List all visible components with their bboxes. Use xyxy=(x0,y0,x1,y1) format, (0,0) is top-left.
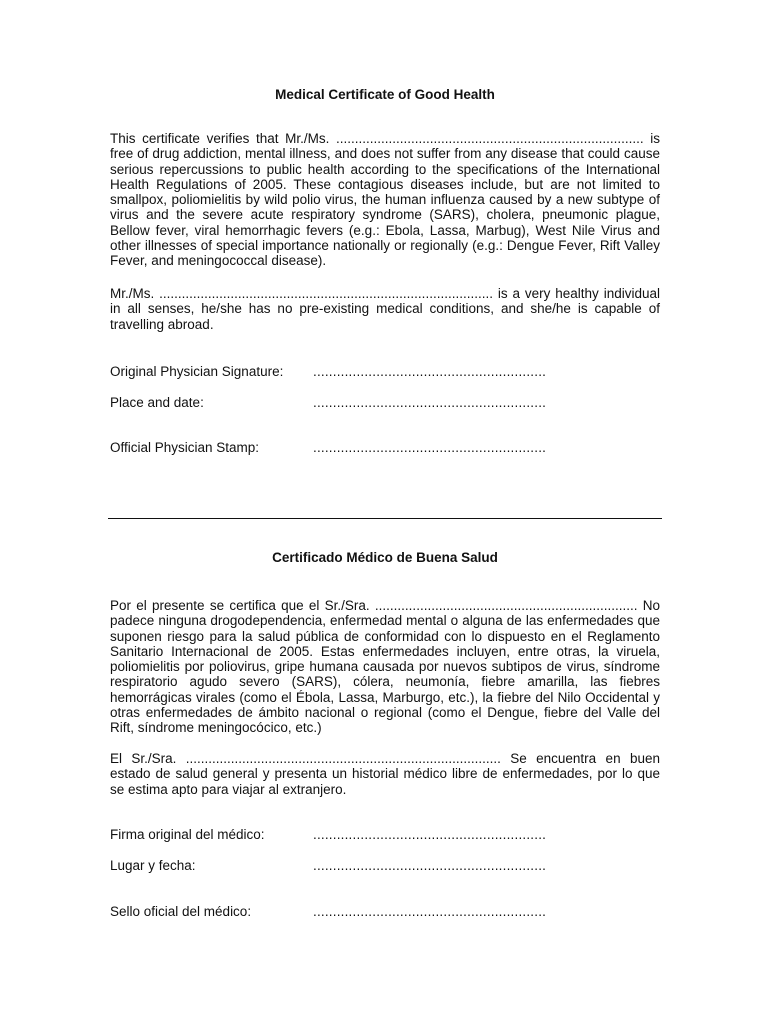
spanish-signature-label: Firma original del médico: xyxy=(110,827,265,842)
spanish-place-date-label: Lugar y fecha: xyxy=(110,858,196,873)
english-signature-field[interactable]: ........................................................... xyxy=(313,364,547,379)
english-title: Medical Certificate of Good Health xyxy=(275,87,495,102)
spanish-place-date-field[interactable]: ........................................................... xyxy=(313,858,547,873)
english-stamp-field[interactable]: ........................................................... xyxy=(313,440,547,455)
spanish-paragraph-2: El Sr./Sra. .................................................................................... Se encuentra en buen estado de salud general y presenta un historial médico libre de enfermedades, por lo que se estima apto para viajar al extranjero. xyxy=(110,751,660,797)
spanish-stamp-field[interactable]: ........................................................... xyxy=(313,904,547,919)
english-paragraph-1: This certificate verifies that Mr./Ms. .................................................................................. is free of drug addiction, mental illness, and does not suffer from any disease that could cause serious repercussions to public health according to the specifications of the International Health Regulations of 2005. These contagious diseases include, but are not limited to smallpox, poliomielitis by wild polio virus, the human influenza caused by a new subtype of virus and the severe acute respiratory syndrome (SARS), cholera, pneumonic plague, Bellow fever, viral hemorrhagic fevers (e.g.: Ebola, Lassa, Marbug), West Nile Virus and other illnesses of special importance nationally or regionally (e.g.: Dengue Fever, Rift Valley Fever, and meningococcal disease). xyxy=(110,131,660,269)
english-place-date-field[interactable]: ........................................................... xyxy=(313,395,547,410)
spanish-paragraph-1: Por el presente se certifica que el Sr./Sra. ...................................................................... No padece ninguna drogodependencia, enfermedad mental o alguna de las enfermedades que suponen riesgo para la salud pública de conformidad con lo dispuesto en el Reglamento Sanitario Internacional de 2005. Estas enfermedades incluyen, entre otras, la viruela, poliomielitis por poliovirus, gripe humana causada por nuevos subtipos de virus, síndrome respiratorio agudo severo (SARS), cólera, neumonía, fiebre amarilla, las fiebres hemorrágicas virales (como el Ébola, Lassa, Marburgo, etc.), la fiebre del Nilo Occidental y otras enfermedades de ámbito nacional o regional (como el Dengue, fiebre del Valle del Rift, síndrome meningocócico, etc.) xyxy=(110,598,660,736)
spanish-signature-field[interactable]: ........................................................... xyxy=(313,827,547,842)
english-place-date-label: Place and date: xyxy=(110,395,204,410)
english-stamp-label: Official Physician Stamp: xyxy=(110,440,260,455)
english-paragraph-2: Mr./Ms. ......................................................................................... is a very healthy individual in all senses, he/she has no pre-existing medical conditions, and she/he is capable of travelling abroad. xyxy=(110,286,660,332)
section-divider xyxy=(108,518,662,519)
spanish-stamp-label: Sello oficial del médico: xyxy=(110,904,252,919)
english-signature-label: Original Physician Signature: xyxy=(110,364,284,379)
spanish-title: Certificado Médico de Buena Salud xyxy=(272,550,498,565)
